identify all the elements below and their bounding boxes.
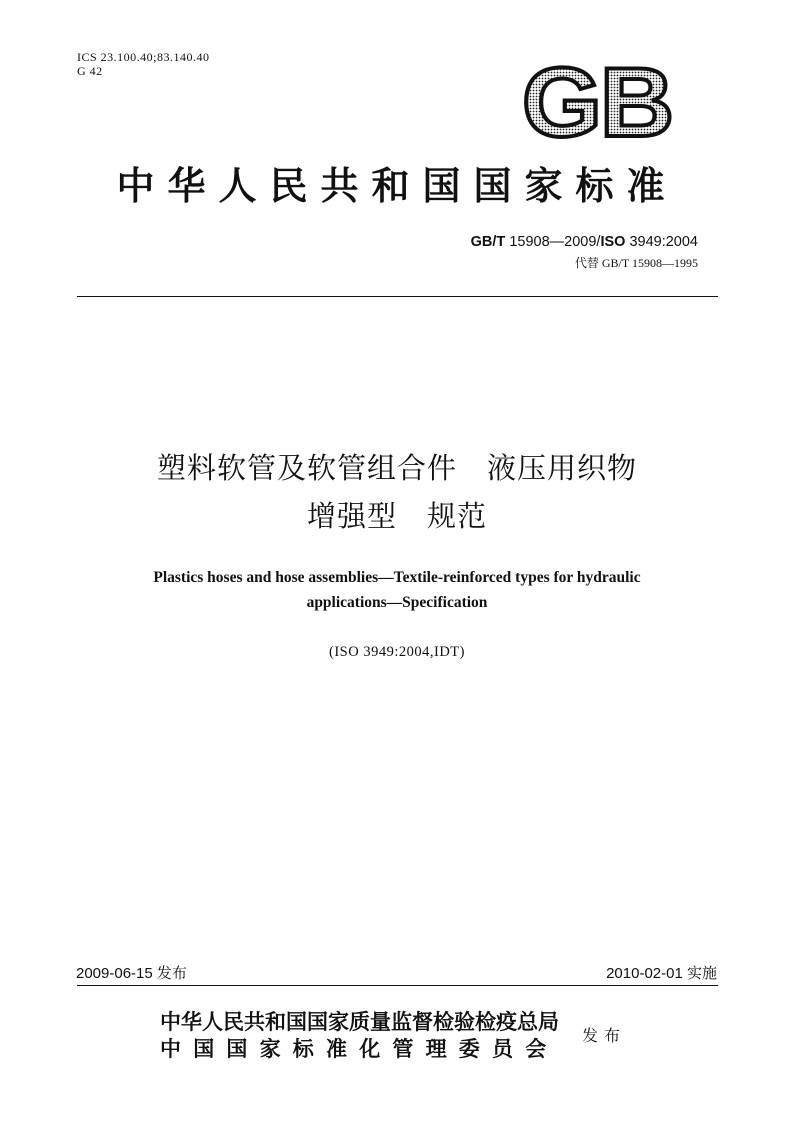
chinese-title	[60, 444, 734, 540]
english-title-line-1: Plastics hoses and hose assemblies—Textile-reinforced types for hydraulic	[153, 569, 641, 586]
ics-code: ICS 23.100.40;83.140.40	[77, 50, 210, 64]
national-standard-title: 中华人民共和国国家标准	[116, 163, 678, 208]
header-divider	[77, 296, 718, 297]
chinese-title-line-1: 塑料软管及软管组合件 液压用织物	[156, 451, 637, 485]
iso-prefix: ISO	[600, 234, 626, 250]
issuer-line-1: 中华人民共和国国家质量监督检验检疫总局	[160, 1009, 559, 1034]
standard-code-number: 15908—2009/	[505, 234, 601, 250]
ccs-code: G 42	[77, 64, 103, 78]
replaces-note: 代替 GB/T 15908—1995	[574, 256, 698, 270]
standard-number	[471, 234, 698, 250]
chinese-title-line-2: 增强型 规范	[306, 499, 487, 533]
gb-logo-text: GB	[522, 62, 672, 142]
publish-label: 发布	[582, 1026, 627, 1045]
gb-logo	[517, 62, 677, 142]
footer-divider	[77, 985, 718, 986]
gb-logo-mark	[517, 62, 677, 142]
issue-date: 2009-06-15 发布	[76, 965, 187, 982]
english-title	[80, 565, 714, 615]
iso-number: 3949:2004	[625, 234, 698, 250]
english-title-line-2: applications—Specification	[306, 594, 488, 611]
standard-code-prefix: GB/T	[470, 234, 506, 250]
iso-reference: (ISO 3949:2004,IDT)	[329, 644, 465, 660]
classification-codes	[77, 50, 210, 78]
implementation-date: 2010-02-01 实施	[606, 965, 717, 982]
issuer-line-2: 中国国家标准化管理委员会	[160, 1036, 559, 1061]
issuing-authorities	[160, 1008, 559, 1062]
